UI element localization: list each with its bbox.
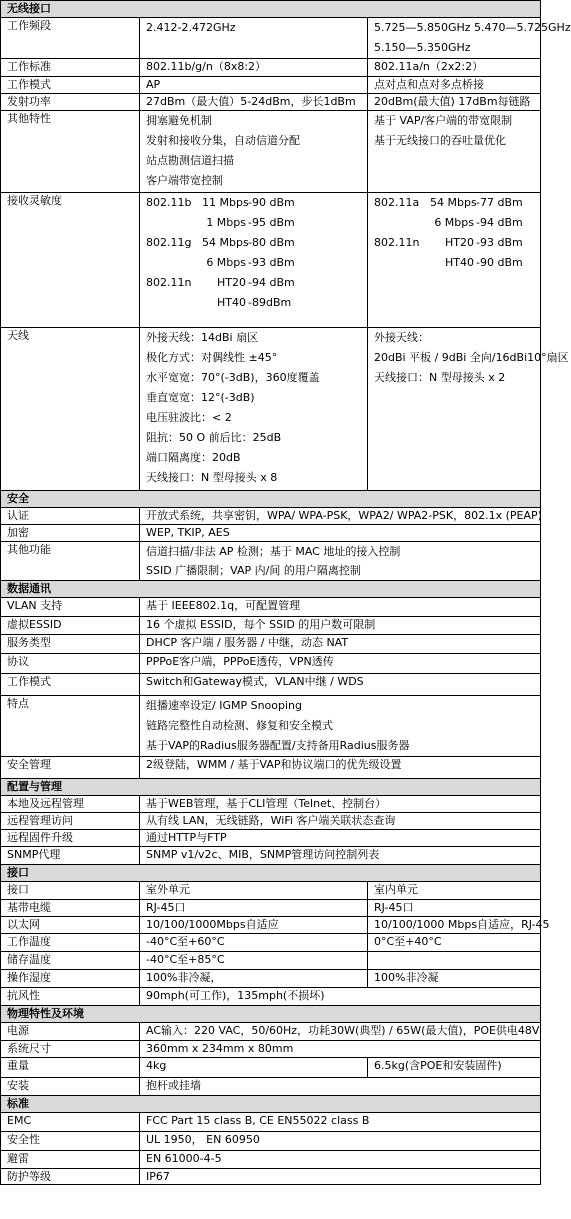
- row-label: 工作温度: [1, 934, 140, 952]
- row-label: 加密: [1, 525, 140, 542]
- cell-a: 802.11b/g/n（8x8:2）: [140, 59, 368, 77]
- row-label: 工作模式: [1, 77, 140, 94]
- cell-value: 组播速率设定/ IGMP Snooping 链路完整性自动检测、修复和安全模式 基于VAP的Radius服务器配置/支持备用Radius服务器: [140, 696, 541, 757]
- cell-value: SNMP v1/v2c、MIB，SNMP管理访问控制列表: [140, 847, 541, 865]
- row-label: 虚拟ESSID: [1, 617, 140, 635]
- row-label: 基带电缆: [1, 900, 140, 917]
- row-label: 协议: [1, 654, 140, 674]
- section-interface: 接口: [1, 865, 541, 882]
- cell-a: 10/100/1000Mbps自适应: [140, 917, 368, 934]
- cell-a: AP: [140, 77, 368, 94]
- cell-value: IP67: [140, 1169, 541, 1185]
- section-security: 安全: [1, 491, 541, 508]
- cell-a: [140, 193, 368, 328]
- row-label: 安全管理: [1, 757, 140, 779]
- cell-b: 100%非冷凝: [368, 970, 541, 988]
- row-label: 本地及远程管理: [1, 796, 140, 813]
- cell-b: 10/100/1000 Mbps自适应，RJ-45: [368, 917, 541, 934]
- cell-value: Switch和Gateway模式，VLAN中继 / WDS: [140, 674, 541, 696]
- row-label: 操作湿度: [1, 970, 140, 988]
- rx-grid-a: 802.11b 11 Mbps -90 dBm 1 Mbps -95 dBm 802.11g 54 Mbps -80 dBm 6 Mbps -93 dBm 802.11n HT20 -94 dBm HT40 -89dBm: [146, 196, 295, 309]
- row-label: 以太网: [1, 917, 140, 934]
- row-label: 其他特性: [1, 111, 140, 193]
- row-label: 避雷: [1, 1151, 140, 1169]
- cell-a: 27dBm（最大值）5-24dBm，步长1dBm: [140, 94, 368, 111]
- cell-b: 基于 VAP/客户端的带宽限制 基于无线接口的吞吐量优化: [368, 111, 541, 193]
- cell-value: 开放式系统，共享密钥，WPA/ WPA-PSK，WPA2/ WPA2-PSK，802.1x (PEAP): [140, 508, 541, 525]
- row-label: 电源: [1, 1023, 140, 1041]
- row-label: 其他功能: [1, 542, 140, 581]
- section-physical: 物理特性及环境: [1, 1006, 541, 1023]
- row-label: 特点: [1, 696, 140, 757]
- cell-value: WEP, TKIP, AES: [140, 525, 541, 542]
- cell-value: AC输入：220 VAC，50/60Hz，功耗30W(典型) / 65W(最大值)，POE供电48V: [140, 1023, 541, 1041]
- cell-a: 100%非冷凝，: [140, 970, 368, 988]
- row-label: 接收灵敏度: [1, 193, 140, 328]
- row-label: 系统尺寸: [1, 1041, 140, 1058]
- row-label: 远程管理访问: [1, 813, 140, 830]
- cell-a: 外接天线：14dBi 扇区 极化方式：对偶线性 ±45° 水平宽宽：70°(-3dB)，360度覆盖 垂直宽宽：12°(-3dB) 电压驻波比：< 2 阻抗：50 O 前后比：25dB 端口隔离度：20dB 天线接口：N 型母接头 x 8: [140, 328, 368, 491]
- cell-b: [368, 193, 541, 328]
- cell-value: PPPoE客户端，PPPoE透传，VPN透传: [140, 654, 541, 674]
- cell-a: -40°C至+85°C: [140, 952, 368, 970]
- row-label: 发射功率: [1, 94, 140, 111]
- row-label: 接口: [1, 882, 140, 900]
- section-data: 数据通讯: [1, 581, 541, 598]
- rx-grid-b: 802.11a 54 Mbps -77 dBm 6 Mbps -94 dBm 802.11n HT20 -93 dBm HT40 -90 dBm: [374, 196, 523, 269]
- row-label: 防护等级: [1, 1169, 140, 1185]
- cell-value: 16 个虚拟 ESSID，每个 SSID 的用户数可限制: [140, 617, 541, 635]
- cell-value: DHCP 客户端 / 服务器 / 中继，动态 NAT: [140, 635, 541, 654]
- cell-a: 2.412-2.472GHz: [140, 18, 368, 59]
- section-wireless: 无线接口: [1, 1, 541, 18]
- row-label: 抗风性: [1, 988, 140, 1006]
- cell-value: 抱杆或挂墙: [140, 1078, 541, 1096]
- row-label: 工作模式: [1, 674, 140, 696]
- cell-value: 360mm x 234mm x 80mm: [140, 1041, 541, 1058]
- row-label: 重量: [1, 1058, 140, 1078]
- cell-b: 5.725—5.850GHz 5.470—5.725GHz 5.150—5.350GHz: [368, 18, 541, 59]
- cell-value: 通过HTTP与FTP: [140, 830, 541, 847]
- cell-a: -40°C至+60°C: [140, 934, 368, 952]
- cell-value: FCC Part 15 class B, CE EN55022 class B: [140, 1113, 541, 1132]
- row-label: 服务类型: [1, 635, 140, 654]
- cell-value: UL 1950， EN 60950: [140, 1132, 541, 1151]
- cell-a: RJ-45口: [140, 900, 368, 917]
- cell-value: 基于 IEEE802.1q，可配置管理: [140, 598, 541, 617]
- cell-b: 6.5kg(含POE和安装固件): [368, 1058, 541, 1078]
- cell-b: 点对点和点对多点桥接: [368, 77, 541, 94]
- cell-value: 90mph(可工作)，135mph(不损坏): [140, 988, 541, 1006]
- cell-value: 从有线 LAN，无线链路，WiFi 客户端关联状态查询: [140, 813, 541, 830]
- row-label: 工作标准: [1, 59, 140, 77]
- cell-value: 2级登陆，WMM / 基于VAP和协议端口的优先级设置: [140, 757, 541, 779]
- cell-a: 拥塞避免机制 发射和接收分集，自动信道分配 站点勘测信道扫描 客户端带宽控制: [140, 111, 368, 193]
- cell-a: 室外单元: [140, 882, 368, 900]
- cell-b: 20dBm(最大值) 17dBm每链路: [368, 94, 541, 111]
- cell-a: 4kg: [140, 1058, 368, 1078]
- cell-b: 802.11a/n（2x2:2）: [368, 59, 541, 77]
- row-label: EMC: [1, 1113, 140, 1132]
- row-label: 安全性: [1, 1132, 140, 1151]
- cell-value: 基于WEB管理，基于CLI管理（Telnet、控制台）: [140, 796, 541, 813]
- row-label: VLAN 支持: [1, 598, 140, 617]
- cell-b: 外接天线： 20dBi 平板 / 9dBi 全向/16dBi10°扇区 天线接口：N 型母接头 x 2: [368, 328, 541, 491]
- section-config: 配置与管理: [1, 779, 541, 796]
- row-label: 天线: [1, 328, 140, 491]
- cell-value: EN 61000-4-5: [140, 1151, 541, 1169]
- section-standard: 标准: [1, 1096, 541, 1113]
- cell-b: 0°C至+40°C: [368, 934, 541, 952]
- cell-b: 室内单元: [368, 882, 541, 900]
- row-label: 安装: [1, 1078, 140, 1096]
- cell-b: RJ-45口: [368, 900, 541, 917]
- row-label: SNMP代理: [1, 847, 140, 865]
- row-label: 储存温度: [1, 952, 140, 970]
- cell-b: [368, 952, 541, 970]
- row-label: 工作频段: [1, 18, 140, 59]
- cell-value: 信道扫描/非法 AP 检测；基于 MAC 地址的接入控制 SSID 广播限制；VAP 内/间 的用户隔离控制: [140, 542, 541, 581]
- row-label: 远程固件升级: [1, 830, 140, 847]
- row-label: 认证: [1, 508, 140, 525]
